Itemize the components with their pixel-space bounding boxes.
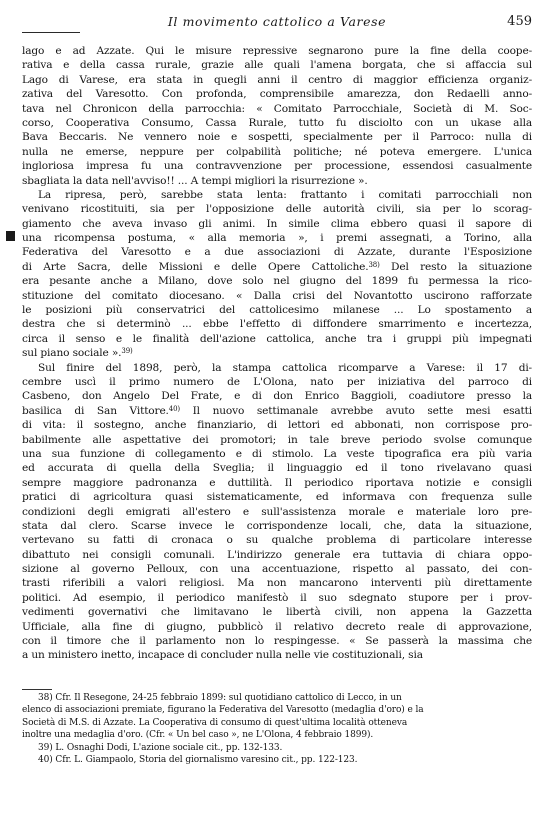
text-line: babilmente alle aspettative dei promotori; in tale breve periodo svolse comunque — [22, 433, 532, 446]
text-line — [22, 260, 532, 274]
footnote-ref-40: 40) — [168, 404, 180, 413]
text-line: rativa e della cassa rurale, grazie alle quali l'amena borgata, che si affaccia sul — [22, 59, 532, 72]
footnote-number: 39) — [38, 742, 53, 753]
text-line: cembre uscì il primo numero de L'Olona, nato per iniziativa del parroco di — [22, 376, 532, 389]
text-line: politici. Ad esempio, il periodico manifestò il suo sdegnato stupore per i prov- — [22, 591, 532, 604]
footnotes — [22, 692, 532, 766]
text-line: zativa del Varesotto. Con profonda, comprensibile amarezza, don Redaelli anno- — [22, 88, 532, 101]
text-line: vedimenti governativi che limitavano le libertà civili, non appena la Gazzetta — [22, 606, 532, 619]
text-line — [22, 346, 532, 360]
footnote-text: L. Osnaghi Dodi, L'azione sociale cit., pp. 132-133. — [52, 742, 283, 753]
header-rule — [22, 32, 80, 33]
footnote-40 — [22, 754, 532, 766]
text-line: era pesante anche a Milano, dove solo nel giugno del 1899 fu permessa la rico- — [22, 275, 532, 288]
text-segment: Il nuovo settimanale avrebbe avuto sette mesi esatti — [179, 404, 532, 417]
footnote-number: 40) — [38, 755, 53, 766]
text-segment: basilica di San Vittore. — [22, 404, 169, 417]
running-header — [22, 14, 532, 32]
text-line: Lago di Varese, era stata in quegli anni il centro di maggior efficienza organiz- — [22, 73, 532, 86]
text-line: stituzione del comitato diocesano. « Dalla crisi del Novantotto uscirono rafforzate — [22, 289, 532, 302]
text-line: circa il senso e le finalità dell'azione cattolica, anche tra i gruppi più impegnati — [22, 332, 532, 345]
text-line: Ufficiale, alla fine di giugno, pubblicò il relativo decreto reale di approvazione, — [22, 620, 532, 633]
footnote-ref-38: 38) — [368, 260, 380, 269]
text-line: condizioni degli emigrati all'estero e sull'assistenza morale e materiale loro pre- — [22, 505, 532, 518]
footnote-39 — [22, 742, 532, 754]
footnote-ref-39: 39) — [121, 347, 133, 356]
text-line: stata dal clero. Scarse invece le corrispondenze locali, che, data la situazione, — [22, 519, 532, 532]
text-line: dibattuto nei consigli comunali. L'indirizzo generale era tuttavia di chiara oppo- — [22, 548, 532, 561]
text-line: Casbeno, don Angelo Del Frate, e di don Enrico Baggioli, coadiutore presso la — [22, 390, 532, 403]
paragraph-3 — [22, 361, 532, 663]
text-line: vertevano su fatti di cronaca o su qualche problema di particolare interesse — [22, 534, 532, 547]
text-segment: Del resto la situazione — [379, 260, 532, 273]
text-line: venivano ricostituiti, sia per l'opposizione delle autorità civili, sia per lo scorag- — [22, 203, 532, 216]
paragraph-2 — [22, 188, 532, 361]
text-line: trasti riferibili a valori religiosi. Ma non mancarono interventi più direttamente — [22, 577, 532, 590]
text-segment: sul piano sociale ». — [22, 347, 122, 360]
text-line: con il timore che il parlamento non lo respingesse. « Se passerà la massima che — [22, 635, 532, 648]
paragraph-1 — [22, 44, 532, 188]
footnote-number: 38) — [38, 693, 53, 703]
text-line: giamento che aveva invaso gli animi. In simile clima ebbero quasi il sapore di — [22, 217, 532, 230]
text-line: a un ministero inetto, incapace di concluder nulla nelle vie costituzionali, sia — [22, 649, 423, 662]
text-line: una sua funzione di collegamento e di stimolo. La veste tipografica era più varia — [22, 447, 532, 460]
page-number: 459 — [507, 14, 532, 29]
text-segment: di Arte Sacra, delle Missioni e delle Opere Cattoliche. — [22, 260, 369, 273]
text-line: tava nel Chronicon della parrocchia: « Comitato Parrocchiale, Società di M. Soc- — [22, 102, 532, 115]
text-line: nulla ne emerse, neppure per colpabilità politiche; né poteva emergere. L'unica — [22, 145, 532, 158]
text-line: una ricompensa postuma, « alla memoria », i premi assegnati, a Torino, alla — [22, 232, 532, 245]
footnote-38-cont: inoltre una medaglia d'oro. (Cfr. « Un bel caso », ne L'Olona, 4 febbraio 1899). — [22, 730, 374, 741]
footnote-text: Cfr. L. Giampaolo, Storia del giornalismo varesino cit., pp. 122-123. — [52, 755, 358, 766]
text-line: Sul finire del 1898, però, la stampa cattolica ricomparve a Varese: il 17 di- — [38, 361, 532, 374]
margin-marker — [6, 231, 15, 241]
footnote-38-cont: Società di M.S. di Azzate. La Cooperativa di consumo di quest'ultima località otteneva — [22, 717, 408, 728]
text-line — [22, 404, 532, 418]
text-line: sempre maggiore padronanza e duttilità. Il periodico riportava notizie e consigli — [22, 476, 532, 489]
footnote-38 — [22, 692, 532, 704]
text-line: Federativa del Varesotto e a due associazioni di Azzate, durante l'Esposizione — [22, 246, 532, 259]
text-line: destra che si determinò ... ebbe l'effetto di diffondere smarrimento e incertezza, — [22, 318, 532, 331]
text-line: sizione al governo Pelloux, con una accentuazione, rispetto al passato, dei con- — [22, 563, 532, 576]
footnote-rule — [22, 689, 52, 690]
text-line: di vita: il sostegno, anche finanziario, di lettori ed abbonati, non corrispose pro- — [22, 419, 532, 432]
running-title: Il movimento cattolico a Varese — [167, 14, 387, 29]
text-line: le posizioni più conservatrici del cattolicesimo milanese ... Lo spostamento a — [22, 304, 532, 317]
text-line: sbagliata la data nell'avviso!! ... A tempi migliori la risurrezione ». — [22, 174, 368, 187]
text-line: La ripresa, però, sarebbe stata lenta: frattanto i comitati parrocchiali non — [38, 188, 532, 201]
text-line: Bava Beccaris. Ne vennero noie e sospetti, specialmente per il Parroco: nulla di — [22, 131, 532, 144]
footnote-38-cont: elenco di associazioni premiate, figurano la Federativa del Varesotto (medaglia d'oro) e la — [22, 705, 424, 716]
text-line: ed accurata di quella della Sveglia; il linguaggio ed il tono rivelavano quasi — [22, 462, 532, 475]
text-line: corso, Cooperativa Consumo, Cassa Rurale, tutto fu disciolto con un ukase alla — [22, 116, 532, 129]
footnote-text: Cfr. Il Resegone, 24-25 febbraio 1899: sul quotidiano cattolico di Lecco, in un — [52, 693, 402, 703]
text-line: lago e ad Azzate. Qui le misure repressive segnarono pure la fine della coope- — [22, 45, 532, 57]
text-line: ingloriosa impresa fu una contravvenzione per processione, essendosi casualmente — [22, 160, 532, 173]
main-text — [22, 44, 532, 663]
text-line: pratici di agricoltura quasi sistematicamente, ed informava con frequenza sulle — [22, 491, 532, 504]
